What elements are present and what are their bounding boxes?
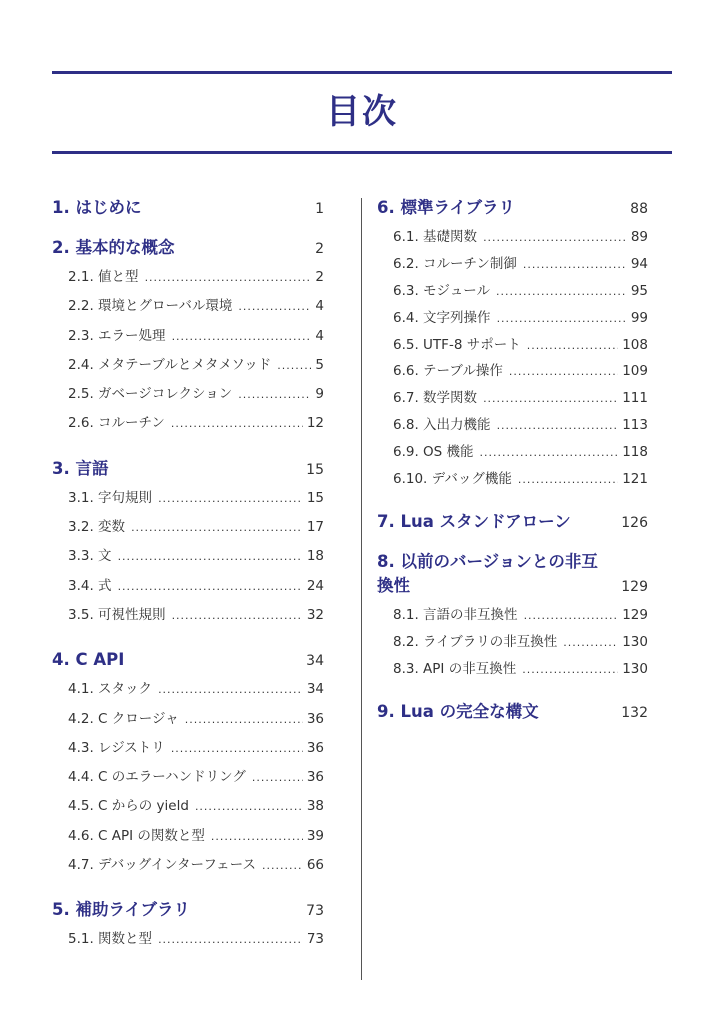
chapter-title: 7. Lua スタンドアローン (377, 511, 571, 531)
section-title: 8.3. API の非互換性 (393, 660, 517, 677)
section-title: 6.8. 入出力機能 (393, 417, 491, 434)
chapter-title: 9. Lua の完全な構文 (377, 701, 539, 721)
dot-leader (145, 271, 312, 284)
dot-leader (523, 258, 627, 271)
section-page-number: 18 (306, 548, 324, 565)
toc-section[interactable] (377, 306, 648, 333)
toc-section[interactable] (377, 252, 648, 279)
section-page-number: 12 (306, 415, 324, 432)
section-page-number: 4 (315, 327, 324, 344)
section-page-number: 38 (306, 798, 324, 815)
dot-leader (172, 609, 303, 622)
toc-section[interactable] (52, 265, 324, 294)
toc-section[interactable] (377, 630, 648, 657)
section-page-number: 130 (622, 660, 648, 677)
dot-leader (211, 830, 303, 843)
chapter-title: 1. はじめに (52, 198, 142, 217)
section-title: 2.4. メタテーブルとメタメソッド (68, 356, 272, 373)
section-title: 6.7. 数学関数 (393, 390, 478, 407)
chapter-title: 6. 標準ライブラリ (377, 198, 516, 217)
dot-leader (172, 330, 312, 343)
section-page-number: 36 (306, 710, 324, 727)
toc-chapter[interactable] (377, 196, 648, 220)
section-title: 6.1. 基礎関数 (393, 229, 478, 245)
toc-chapter[interactable] (377, 550, 648, 598)
toc-section[interactable] (52, 707, 324, 736)
section-title: 6.2. コルーチン制御 (393, 255, 517, 272)
chapter-page-number: 126 (621, 514, 648, 531)
dot-leader (509, 365, 618, 378)
toc-chapter[interactable] (52, 457, 324, 481)
toc-section[interactable] (377, 279, 648, 306)
section-title: 4.2. C クロージャ (68, 710, 179, 727)
chapter-page-number: 2 (315, 241, 324, 257)
chapter-title: 4. C API (52, 650, 125, 670)
dot-leader (527, 339, 619, 352)
toc-chapter[interactable] (52, 898, 324, 922)
section-page-number: 34 (306, 681, 324, 698)
dot-leader (171, 417, 303, 430)
chapter-title-line (377, 574, 648, 598)
section-page-number: 129 (622, 606, 648, 623)
dot-leader (158, 683, 303, 696)
section-title: 6.4. 文字列操作 (393, 309, 491, 326)
section-page-number: 109 (622, 363, 648, 380)
section-title: 2.2. 環境とグローバル環境 (68, 298, 233, 315)
toc-chapter[interactable] (377, 700, 648, 724)
toc-section[interactable] (377, 603, 648, 630)
section-title: 4.1. スタック (68, 681, 153, 698)
section-page-number: 95 (630, 282, 648, 299)
section-title: 4.3. レジストリ (68, 739, 165, 756)
section-page-number: 9 (315, 386, 324, 403)
dot-leader (238, 388, 311, 401)
section-title: 3.2. 変数 (68, 519, 126, 536)
section-page-number: 130 (622, 633, 648, 650)
toc-section[interactable] (377, 225, 648, 252)
section-page-number: 121 (622, 471, 648, 488)
section-title: 2.6. コルーチン (68, 415, 165, 432)
section-title: 6.10. デバッグ機能 (393, 471, 512, 488)
dot-leader (497, 312, 627, 325)
section-page-number: 15 (306, 489, 324, 506)
toc-section[interactable] (52, 515, 324, 544)
section-title: 4.6. C API の関数と型 (68, 827, 205, 844)
section-title: 6.3. モジュール (393, 282, 491, 299)
dot-leader (238, 300, 311, 313)
dot-leader (480, 446, 619, 459)
section-page-number: 32 (306, 606, 324, 623)
section-page-number: 66 (306, 857, 324, 874)
toc-chapter[interactable] (52, 648, 324, 672)
section-title: 4.4. C のエラーハンドリング (68, 769, 246, 786)
toc-chapter[interactable] (377, 510, 648, 534)
section-page-number: 108 (622, 336, 648, 353)
chapter-page-number: 129 (621, 578, 648, 595)
section-page-number: 5 (315, 356, 324, 373)
chapter-title: 換性 (377, 575, 410, 595)
dot-leader (483, 231, 627, 244)
toc-section[interactable] (52, 603, 324, 632)
chapter-title: 2. 基本的な概念 (52, 238, 175, 257)
dot-leader (118, 580, 303, 593)
section-page-number: 39 (306, 827, 324, 844)
chapter-title: 8. 以前のバージョンとの非互 (377, 551, 598, 571)
section-title: 2.5. ガベージコレクション (68, 386, 233, 403)
dot-leader (497, 419, 619, 432)
toc-section[interactable] (52, 794, 324, 823)
chapter-page-number: 88 (630, 201, 648, 217)
chapter-page-number: 132 (621, 704, 648, 721)
dot-leader (518, 473, 618, 486)
section-page-number: 111 (622, 390, 648, 407)
dot-leader (252, 771, 303, 784)
chapter-title: 3. 言語 (52, 458, 109, 478)
dot-leader (171, 742, 303, 755)
section-page-number: 94 (630, 255, 648, 272)
toc-section[interactable] (52, 324, 324, 353)
chapter-page-number: 73 (306, 903, 324, 920)
toc-section[interactable] (377, 657, 648, 684)
section-page-number: 113 (622, 417, 648, 434)
toc-section[interactable] (52, 677, 324, 706)
section-title: 4.7. デバッグインターフェース (68, 857, 257, 874)
toc-section[interactable] (52, 824, 324, 853)
top-rule (52, 71, 672, 74)
dot-leader (158, 492, 303, 505)
section-page-number: 99 (630, 309, 648, 326)
dot-leader (524, 609, 619, 622)
chapter-title: 5. 補助ライブラリ (52, 900, 191, 920)
toc-section[interactable] (377, 467, 648, 494)
section-page-number: 36 (306, 739, 324, 756)
dot-leader (277, 359, 311, 372)
section-title: 2.1. 値と型 (68, 269, 139, 285)
toc-chapter[interactable] (52, 196, 324, 220)
section-title: 3.1. 字句規則 (68, 489, 153, 506)
section-title: 3.3. 文 (68, 548, 112, 565)
toc-chapter[interactable] (52, 236, 324, 260)
dot-leader (522, 663, 618, 676)
toc-section[interactable] (52, 853, 324, 882)
dot-leader (483, 392, 618, 405)
toc-section[interactable] (377, 359, 648, 386)
section-title: 8.2. ライブラリの非互換性 (393, 633, 558, 650)
section-page-number: 73 (306, 931, 324, 948)
toc-section[interactable] (52, 353, 324, 382)
section-page-number: 17 (306, 519, 324, 536)
toc-section[interactable] (377, 413, 648, 440)
section-page-number: 36 (306, 769, 324, 786)
toc-section[interactable] (377, 333, 648, 360)
chapter-page-number: 34 (306, 653, 324, 670)
section-title: 3.4. 式 (68, 577, 112, 594)
toc-section[interactable] (52, 294, 324, 323)
section-title: 5.1. 関数と型 (68, 931, 153, 948)
bottom-rule (52, 151, 672, 154)
toc-section[interactable] (52, 736, 324, 765)
dot-leader (496, 285, 627, 298)
dot-leader (131, 521, 303, 534)
section-page-number: 2 (315, 269, 324, 285)
dot-leader (563, 636, 618, 649)
section-title: 8.1. 言語の非互換性 (393, 606, 518, 623)
dot-leader (158, 933, 303, 946)
toc-section[interactable] (52, 486, 324, 515)
toc-section[interactable] (52, 574, 324, 603)
toc-section[interactable] (52, 927, 324, 956)
page-title: 目次 (326, 92, 398, 132)
dot-leader (118, 550, 303, 563)
dot-leader (195, 800, 303, 813)
toc-section[interactable] (377, 440, 648, 467)
column-divider (361, 198, 362, 980)
toc-left-column (52, 196, 324, 957)
section-title: 6.5. UTF-8 サポート (393, 336, 521, 353)
section-title: 4.5. C からの yield (68, 798, 189, 815)
toc-section[interactable] (52, 765, 324, 794)
section-title: 2.3. エラー処理 (68, 327, 166, 344)
section-page-number: 24 (306, 577, 324, 594)
toc-section[interactable] (377, 386, 648, 413)
toc-section[interactable] (52, 411, 324, 440)
chapter-page-number: 15 (306, 461, 324, 478)
toc-right-column (377, 196, 648, 729)
dot-leader (185, 713, 303, 726)
section-title: 6.6. テーブル操作 (393, 363, 503, 380)
section-page-number: 118 (622, 444, 648, 461)
section-page-number: 4 (315, 298, 324, 315)
section-title: 3.5. 可視性規則 (68, 606, 166, 623)
toc-section[interactable] (52, 382, 324, 411)
section-page-number: 89 (630, 229, 648, 245)
section-title: 6.9. OS 機能 (393, 444, 474, 461)
toc-section[interactable] (52, 544, 324, 573)
dot-leader (262, 859, 303, 872)
chapter-page-number: 1 (315, 201, 324, 217)
